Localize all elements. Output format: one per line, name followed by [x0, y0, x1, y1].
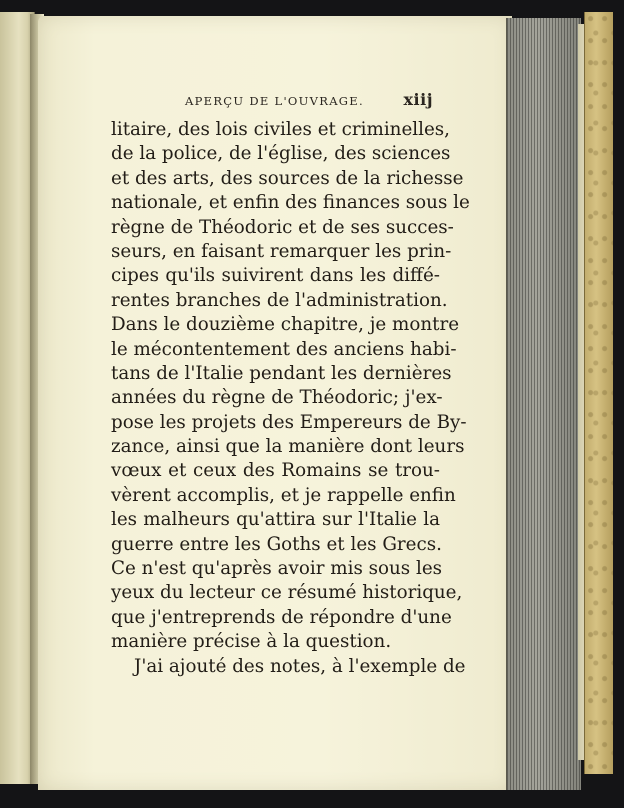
text-line: vœux et ceux des Romains se trou- — [111, 460, 440, 482]
text-line: et des arts, des sources de la richesse — [111, 167, 464, 189]
text-line: années du règne de Théodoric; j'ex- — [111, 387, 443, 409]
text-line: Dans le douzième chapitre, je montre — [111, 314, 460, 336]
text-line: que j'entreprends de répondre d'une — [111, 606, 452, 628]
text-line: vèrent accomplis, et je rappelle enfin — [111, 484, 456, 506]
running-title: APERÇU DE L'OUVRAGE. — [185, 94, 364, 108]
text-line: guerre entre les Goths et les Grecs. — [111, 533, 442, 555]
text-line: pose les projets des Empereurs de By- — [111, 411, 467, 433]
body-text — [111, 118, 470, 679]
text-line: tans de l'Italie pendant les dernières — [111, 362, 452, 384]
text-line: zance, ainsi que la manière dont leurs — [111, 436, 465, 458]
text-line: seurs, en faisant remarquer les prin- — [111, 240, 452, 262]
page-header — [185, 92, 433, 112]
text-line: nationale, et enfin des finances sous le — [111, 192, 470, 214]
text-line: règne de Théodoric et de ses succes- — [111, 216, 454, 238]
text-line: J'ai ajouté des notes, à l'exemple de — [134, 655, 466, 677]
text-line: cipes qu'ils suivirent dans les diffé- — [111, 265, 440, 287]
book-cover — [584, 12, 613, 774]
text-line: le mécontentement des anciens habi- — [111, 338, 457, 360]
text-line: litaire, des lois civiles et criminelles, — [111, 119, 450, 140]
page-number: xiij — [403, 90, 433, 109]
text-line: les malheurs qu'attira sur l'Italie la — [111, 509, 440, 531]
text-line: yeux du lecteur ce résumé historique, — [111, 582, 463, 604]
text-line: de la police, de l'église, des sciences — [111, 143, 451, 165]
text-line: Ce n'est qu'après avoir mis sous les — [111, 558, 443, 580]
text-line: rentes branches de l'administration. — [111, 289, 448, 311]
text-line: manière précise à la question. — [111, 631, 392, 653]
page-edge-stack — [506, 18, 581, 790]
